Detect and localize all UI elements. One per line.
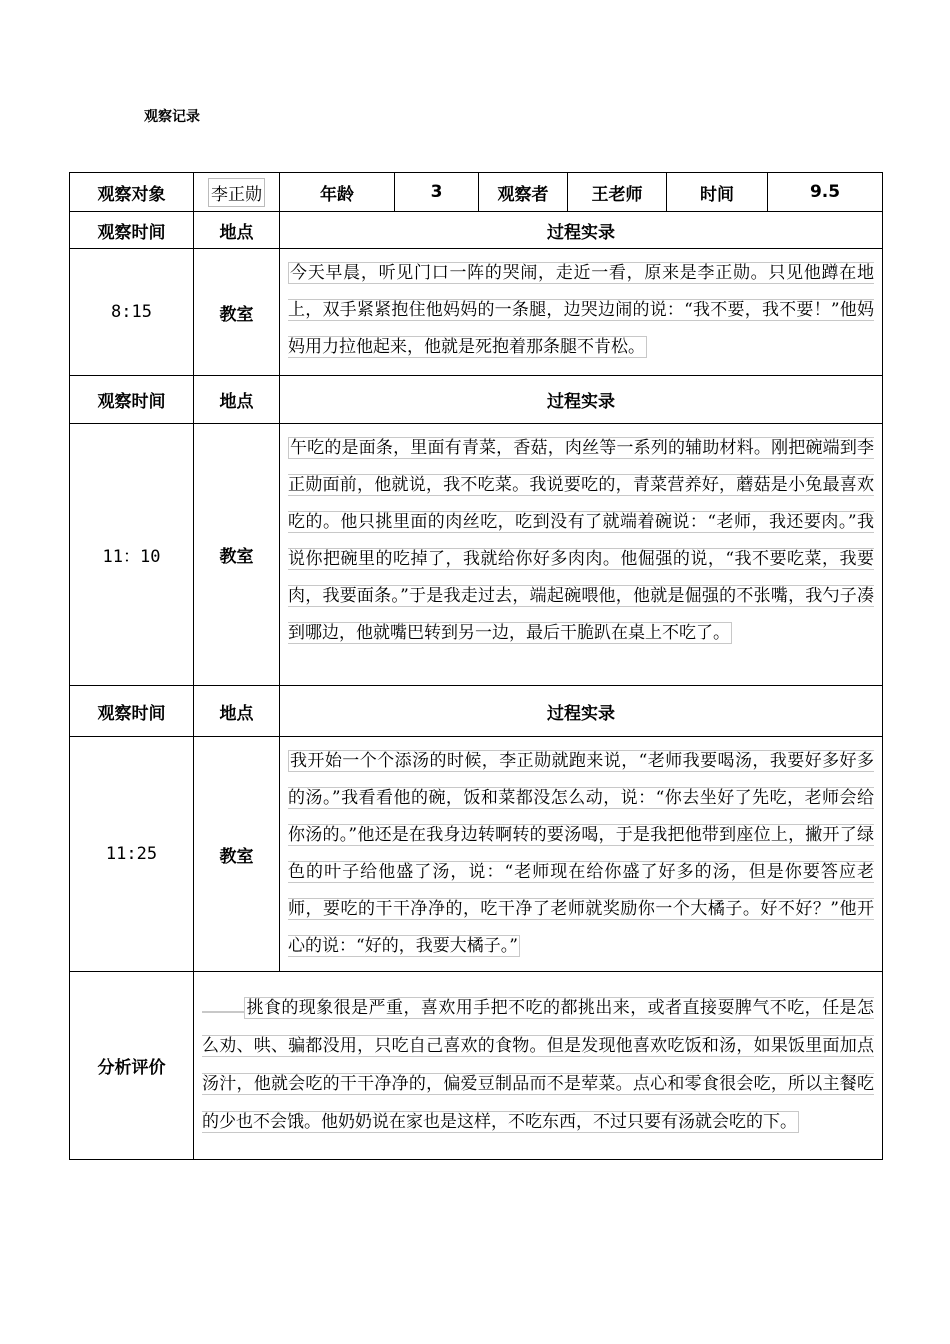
subject-value: 李正勋: [208, 178, 265, 207]
record-time: 11：10: [70, 424, 194, 686]
subject-label: 观察对象: [70, 173, 194, 212]
subject-cell: [194, 173, 280, 212]
record-text: 午吃的是面条，里面有青菜，香菇，肉丝等一系列的辅助材料。刚把碗端到李正勋面前，他就说，我不吃菜。我说要吃的，青菜营养好，蘑菇是小兔最喜欢吃的。他只挑里面的肉丝吃，吃到没有了就端着碗说：“老师，我还要肉。”我说你把碗里的吃掉了，我就给你好多肉肉。他倔强的说，“我不要吃菜，我要肉，我要面条。”于是我走过去，端起碗喂他，他就是倔强的不张嘴，我勺子凑到哪边，他就嘴巴转到另一边，最后干脆趴在桌上不吃了。: [288, 438, 874, 643]
record-text: 我开始一个个添汤的时候，李正勋就跑来说，“老师我要喝汤，我要好多好多的汤。”我看看他的碗，饭和菜都没怎么动，说：“你去坐好了先吃，老师会给你汤的。”他还是在我身边转啊转的要汤喝，于是我把他带到座位上，撇开了绿色的叶子给他盛了汤，说：“老师现在给你盛了好多的汤，但是你要答应老师，要吃的干干净净的，吃干净了老师就奖励你一个大橘子。好不好？”他开心的说：“好的，我要大橘子。”: [288, 751, 874, 956]
place-column-label: 地点: [194, 686, 280, 737]
record-column-label: 过程实录: [280, 686, 883, 737]
record-place: 教室: [194, 424, 280, 686]
date-label: 时间: [667, 173, 768, 212]
time-column-label: 观察时间: [70, 212, 194, 249]
record-place: 教室: [194, 737, 280, 972]
record-text-cell: [280, 249, 883, 376]
date-value: 9.5: [768, 173, 883, 212]
analysis-text: 挑食的现象很是严重，喜欢用手把不吃的都挑出来，或者直接耍脾气不吃，任是怎么劝、哄、骗都没用，只吃自己喜欢的食物。但是发现他喜欢吃饭和汤，如果饭里面加点汤汁，他就会吃的干干净净的，偏爱豆制品而不是荤菜。点心和零食很会吃，所以主餐吃的少也不会饿。他奶奶说在家也是这样，不吃东西，不过只要有汤就会吃的下。: [202, 997, 874, 1132]
record-time: 8:15: [70, 249, 194, 376]
record-row: [70, 737, 883, 972]
column-header-row: [70, 376, 883, 424]
record-column-label: 过程实录: [280, 376, 883, 424]
column-header-row: [70, 212, 883, 249]
document-title: 观察记录: [144, 109, 200, 125]
time-column-label: 观察时间: [70, 686, 194, 737]
record-time: 11:25: [70, 737, 194, 972]
observer-label: 观察者: [479, 173, 568, 212]
observer-value: 王老师: [568, 173, 667, 212]
time-column-label: 观察时间: [70, 376, 194, 424]
age-label: 年龄: [280, 173, 395, 212]
age-value: 3: [395, 173, 479, 212]
place-column-label: 地点: [194, 212, 280, 249]
record-text-cell: [280, 737, 883, 972]
analysis-label: 分析评价: [70, 972, 194, 1160]
record-row: [70, 424, 883, 686]
analysis-row: [70, 972, 883, 1160]
place-column-label: 地点: [194, 376, 280, 424]
record-row: [70, 249, 883, 376]
analysis-text-cell: [194, 972, 883, 1160]
record-text-cell: [280, 424, 883, 686]
column-header-row: [70, 686, 883, 737]
record-place: 教室: [194, 249, 280, 376]
header-row: [70, 173, 883, 212]
observation-table: [69, 172, 883, 1160]
record-text: 今天早晨，听见门口一阵的哭闹，走近一看，原来是李正勋。只见他蹲在地上，双手紧紧抱住他妈妈的一条腿，边哭边闹的说：“我不要，我不要！”他妈妈用力拉他起来，他就是死抱着那条腿不肯松。: [288, 263, 874, 357]
record-column-label: 过程实录: [280, 212, 883, 249]
